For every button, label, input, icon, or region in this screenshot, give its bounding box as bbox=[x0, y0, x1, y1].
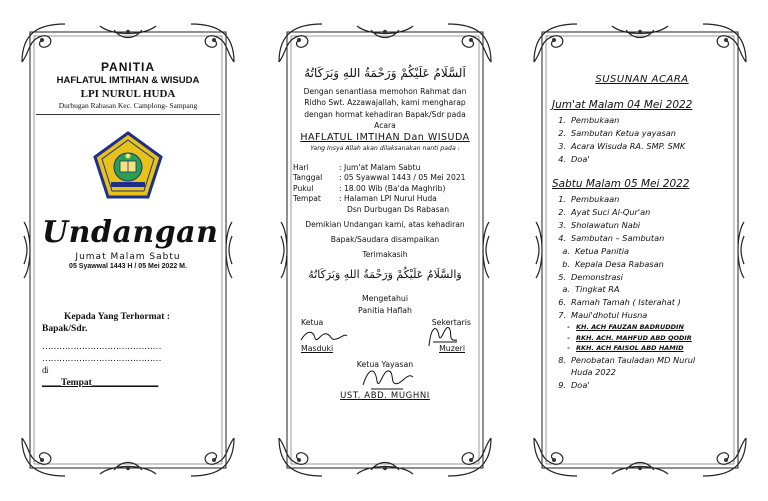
ketua-yayasan-name: UST. ABD. MUGHNI bbox=[340, 390, 430, 401]
list-item: - KH. ACH FAUZAN BADRUDDIN bbox=[567, 323, 684, 332]
detail-tanggal: Tanggal : 05 Syawwal 1443 / 05 Mei 2021 bbox=[293, 173, 466, 183]
recipient-title: Bapak/Sdr. bbox=[42, 323, 88, 334]
day1-list bbox=[552, 114, 732, 166]
sekretaris-name: Muzeri bbox=[439, 343, 465, 353]
closing-text: Demikian Undangan kami, atas kehadiran Bapak/Saudara disampaikan Terimakasih bbox=[305, 219, 465, 260]
recipient-salutation: Kepada Yang Terhormat : bbox=[64, 312, 171, 322]
day2-heading: Sabtu Malam 05 Mei 2022 bbox=[552, 177, 690, 190]
list-item: 4. Sambutan – Sambutan bbox=[558, 232, 665, 243]
sekretaris-label: Sekertaris bbox=[431, 317, 471, 327]
recipient-place: ____Tempat______________ bbox=[42, 378, 159, 389]
event-title: HAFLATUL IMTIHAN Dan WISUDA bbox=[300, 131, 470, 143]
list-item: - RKH. ACH FAISOL ABD HAMID bbox=[567, 344, 684, 353]
list-item: 5. Demonstrasi bbox=[558, 271, 623, 282]
acknowledgement: Mengetahui Panitia Haflah bbox=[358, 294, 412, 315]
list-item: 1. Pembukaan bbox=[558, 115, 620, 125]
list-item: 8. Penobatan Tauladan MD Nurul bbox=[558, 354, 696, 365]
salam-opening: اَلسَّلَامُ عَلَيْكُمْ وَرَحْمَةُ اللهِ وَبَرَكَاتُهُ bbox=[304, 66, 466, 80]
ketua-signature bbox=[299, 326, 349, 346]
list-item: a. Tingkat RA bbox=[562, 284, 620, 295]
event-date: 05 Syawwal 1443 H / 05 Mei 2022 M. bbox=[69, 263, 187, 270]
list-item: 2. Ayat Suci Al-Qur'an bbox=[558, 206, 651, 217]
recipient-name-blank: …………………………………… …………………………………… di bbox=[42, 340, 214, 376]
ketua-yayasan-label: Ketua Yayasan bbox=[356, 359, 414, 369]
ketua-name: Masduki bbox=[301, 343, 334, 353]
list-item: 3. Acara Wisuda RA. SMP. SMK bbox=[558, 140, 686, 151]
detail-pukul: Pukul : 18.00 Wib (Ba'da Maghrib) bbox=[293, 183, 446, 193]
day2-list bbox=[552, 193, 732, 393]
cover-panel bbox=[20, 22, 236, 478]
panitia-heading: PANITIA bbox=[100, 60, 156, 74]
invitation-title: Undangan bbox=[42, 215, 219, 250]
day1-heading: Jum'at Malam 04 Mei 2022 bbox=[552, 99, 693, 111]
school-logo bbox=[93, 131, 163, 201]
invitation-panel bbox=[277, 22, 493, 478]
list-item: 9. Doa' bbox=[558, 380, 590, 391]
school-address: Durbugan Rabasan Kec. Camplong- Sampang bbox=[58, 101, 198, 110]
detail-tempat: Tempat : Halaman LPI Nurul Huda bbox=[293, 194, 437, 204]
list-item: 4. Doa' bbox=[558, 153, 590, 164]
schedule-panel bbox=[532, 22, 748, 478]
insya-note: Yang Insya Allah akan dilaksanakan nanti pada : bbox=[310, 144, 460, 152]
header-divider bbox=[36, 114, 220, 115]
schedule-title: SUSUNAN ACARA bbox=[595, 74, 689, 85]
list-item: 2. Sambutan Ketua yayasan bbox=[558, 127, 676, 138]
list-item: Huda 2022 bbox=[571, 367, 616, 378]
ketua-label: Ketua bbox=[301, 317, 324, 327]
list-item: 7. Maui'dhotul Husna bbox=[558, 310, 648, 321]
list-item: 6. Ramah Tamah ( Isterahat ) bbox=[558, 297, 681, 308]
event-details bbox=[293, 163, 477, 216]
list-item: b. Kepala Desa Rabasan bbox=[562, 258, 664, 269]
list-item: a. Ketua Panitia bbox=[562, 245, 630, 256]
salam-closing: وَالسَّلَامُ عَلَيْكُمْ وَرَحْمَةُ اللهِ وَبَرَكَاتُهُ bbox=[308, 268, 462, 282]
detail-hari: Hari : Jum'at Malam Sabtu bbox=[293, 162, 421, 172]
list-item: - RKH. ACH. MAHFUD ABD QODIR bbox=[567, 333, 692, 342]
recipient-block bbox=[42, 312, 214, 336]
list-item: 3. Sholawatun Nabi bbox=[558, 219, 641, 230]
detail-tempat-line2: Dsn Durbugan Ds Rabasan bbox=[347, 205, 450, 215]
school-name: LPI NURUL HUDA bbox=[80, 88, 176, 100]
event-heading: HAFLATUL IMTIHAN & WISUDA bbox=[56, 75, 200, 86]
list-item: 1. Pembukaan bbox=[558, 193, 620, 204]
event-day: Jumat Malam Sabtu bbox=[75, 252, 181, 262]
intro-text: Dengan senantiasa memohon Rahmat dan Ridho Swt. Azzawajallah, kami mengharap dengan hormat kehadiran Bapak/Sdr pada Acara bbox=[303, 87, 467, 131]
ketua-yayasan-signature bbox=[359, 365, 415, 393]
recipient-di: di bbox=[42, 365, 49, 376]
signature-row bbox=[293, 316, 477, 368]
